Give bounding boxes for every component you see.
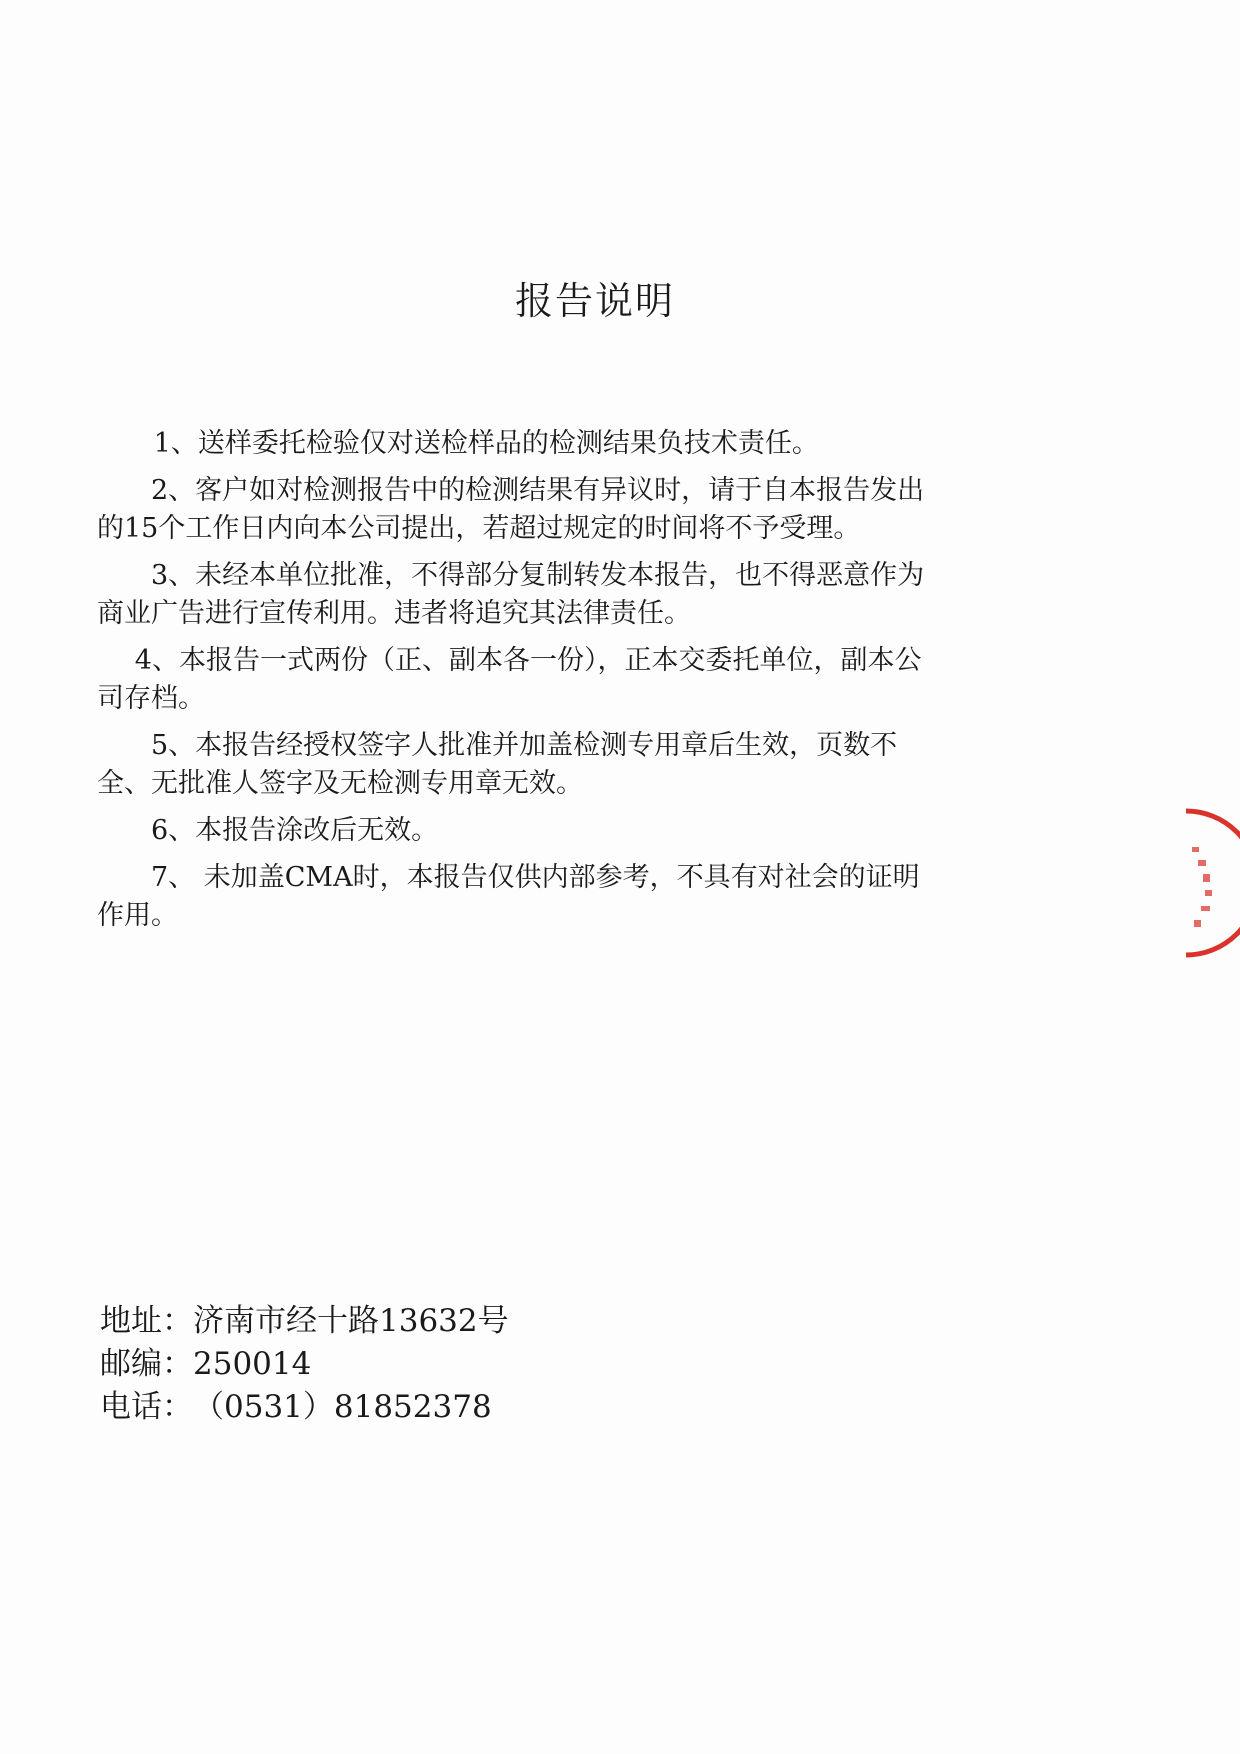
note-7: 7、 未加盖CMA时，本报告仅供内部参考，不具有对社会的证明作用。: [97, 862, 920, 931]
note-1: 1、送样委托检验仅对送检样品的检测结果负技术责任。: [153, 428, 819, 459]
address-value: 济南市经十路13632号: [193, 1303, 509, 1339]
note-4: 4、本报告一式两份（正、副本各一份），正本交委托单位，副本公司存档。: [97, 645, 922, 714]
phone-line: [100, 1386, 800, 1429]
note-2: 2、客户如对检测报告中的检测结果有异议时，请于自本报告发出的15个工作日内向本公司提出，若超过规定的时间将不予受理。: [97, 475, 925, 544]
phone-label: 电话：: [100, 1389, 193, 1425]
report-notes: [97, 425, 942, 944]
address-label: 地址：: [100, 1303, 193, 1339]
seal-graphic: [1180, 808, 1240, 958]
phone-value: （0531）81852378: [193, 1389, 492, 1425]
postcode-value: 250014: [193, 1346, 312, 1382]
postcode-label: 邮编：: [100, 1346, 193, 1382]
contact-info: [100, 1300, 800, 1429]
note-6: 6、本报告涂改后无效。: [151, 815, 439, 846]
note-3: 3、未经本单位批准，不得部分复制转发本报告，也不得恶意作为商业广告进行宣传利用。违者将追究其法律责任。: [97, 560, 925, 629]
postcode-line: [100, 1343, 800, 1386]
seal-marks: [1192, 847, 1212, 927]
address-line: [100, 1300, 800, 1343]
note-5: 5、本报告经授权签字人批准并加盖检测专用章后生效，页数不全、无批准人签字及无检测专用章无效。: [97, 730, 898, 799]
partial-red-seal-icon: [1180, 808, 1240, 958]
page-title: 报告说明: [514, 279, 675, 323]
